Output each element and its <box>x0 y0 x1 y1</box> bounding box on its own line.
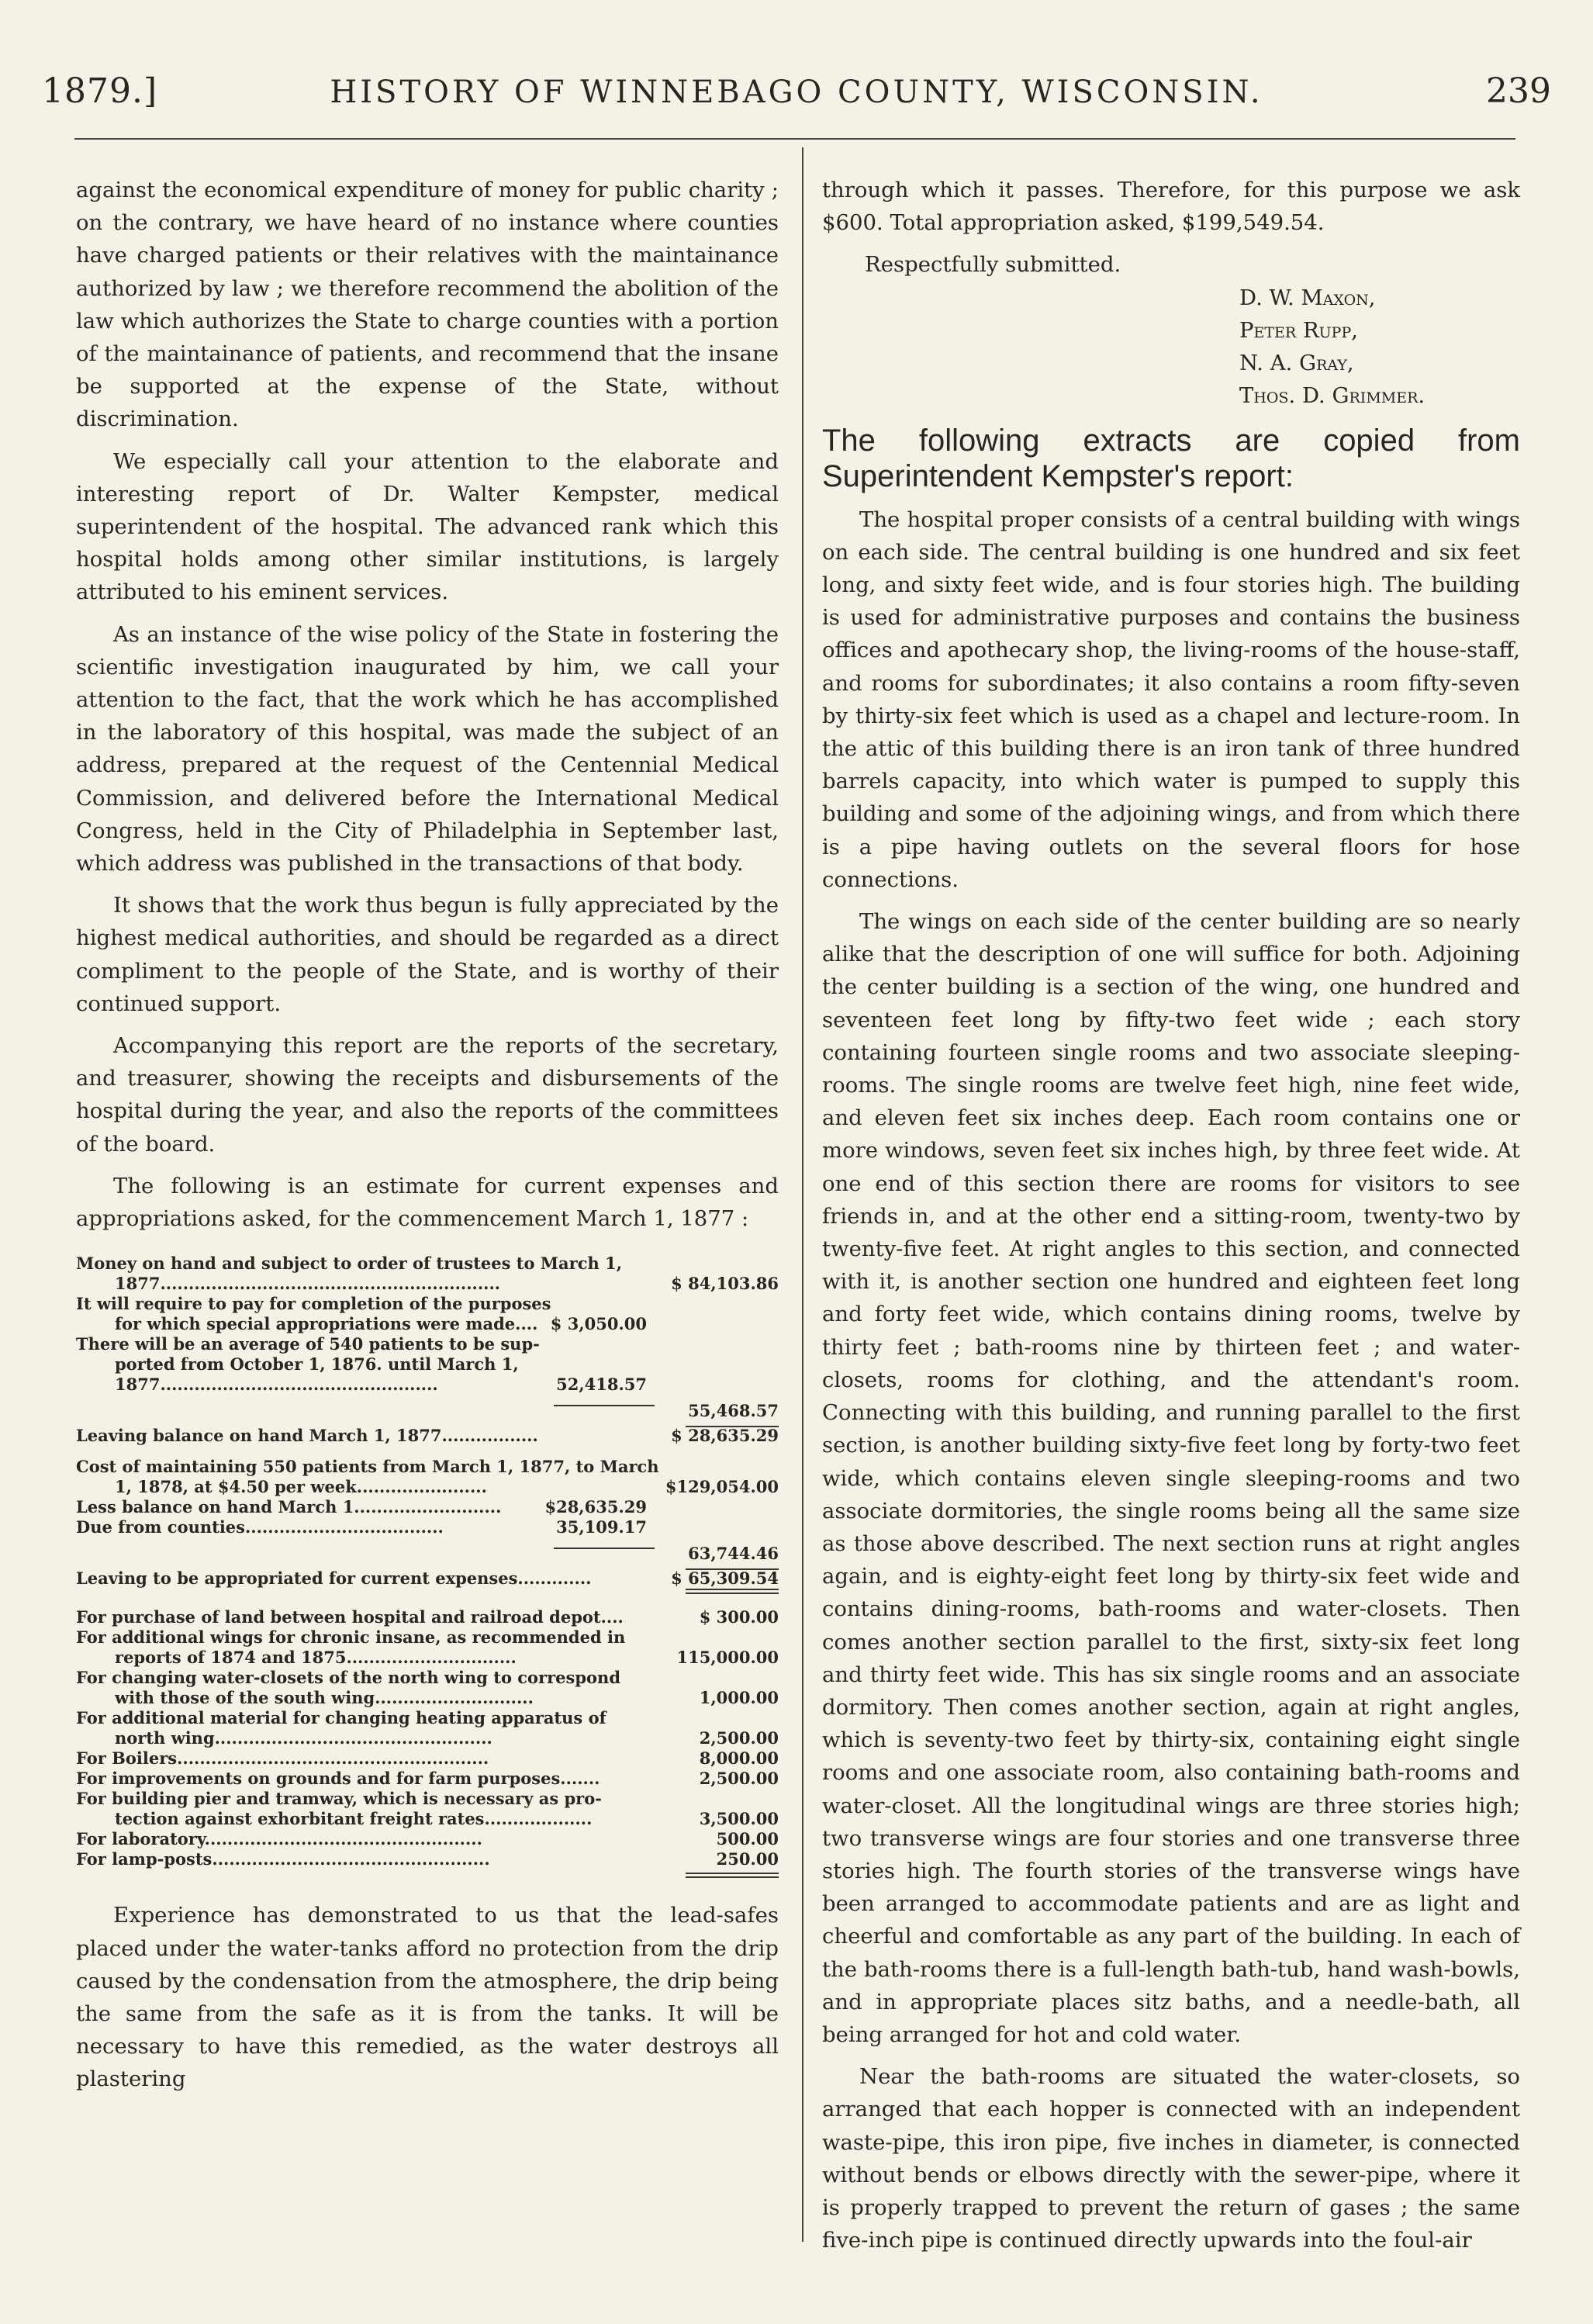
row-value: 2,500.00 <box>699 1728 779 1748</box>
table-row <box>76 1537 779 1564</box>
row-label: For Boilers....................................................... <box>76 1748 489 1769</box>
paragraph: As an instance of the wise policy of the State in fostering the scientific investigation inaugurated by him, we call your attention to the fact, that the work which he has accomplished in the laboratory of this hospital, was made the subject of an address, prepared at the request of the Centennial Medical Commission, and delivered before the International Medical Congress, held in the City of Philadelphia in September last, which address was published in the transactions of that body. <box>76 621 779 877</box>
row-label: Leaving to be appropriated for current expenses............. <box>76 1568 592 1589</box>
signer-name: D. W. Maxon, <box>1239 285 1376 310</box>
paragraph: Accompanying this report are the reports of the secretary, and treasurer, showing the receipts and disbursements of the hospital during the year, and also the reports of the committees of the board. <box>76 1033 779 1157</box>
paragraph: It shows that the work thus begun is fully appreciated by the highest medical authorities, and should be regarded as a direct compliment to the people of the State, and is worthy of their continued support. <box>76 893 779 1016</box>
row-label: For laboratory................................................. <box>76 1829 482 1849</box>
row-value: 3,500.00 <box>699 1809 779 1829</box>
row-label: 1877................................................. <box>115 1375 438 1395</box>
row-label: For improvements on grounds and for farm purposes....... <box>76 1769 600 1789</box>
row-label: Money on hand and subject to order of trustees to March 1, <box>76 1254 623 1274</box>
row-value: 250.00 <box>716 1849 779 1869</box>
table-row <box>76 1568 779 1589</box>
table-row <box>76 1334 779 1354</box>
table-row <box>76 1688 779 1708</box>
table-row <box>76 1294 779 1314</box>
signers <box>822 282 1520 412</box>
row-value: 1,000.00 <box>699 1688 779 1708</box>
right-column <box>822 174 1520 2266</box>
row-value: $ 300.00 <box>699 1607 779 1627</box>
table-row <box>76 1477 779 1497</box>
row-label: It will require to pay for completion of the purposes <box>76 1294 551 1314</box>
left-column <box>76 174 779 2105</box>
table-row <box>76 1728 779 1748</box>
sum-rule <box>554 1405 655 1406</box>
table-row <box>76 1254 779 1274</box>
header-rule <box>74 138 1515 140</box>
paragraph: through which it passes. Therefore, for this purpose we ask $600. Total appropriation asked, $199,549.54. <box>822 178 1520 236</box>
row-value: 35,109.17 <box>556 1517 647 1537</box>
row-label: 1, 1878, at $4.50 per week....................... <box>115 1477 487 1497</box>
header-title: HISTORY OF WINNEBAGO COUNTY, WISCONSIN. <box>330 74 1263 110</box>
table-row <box>76 1395 779 1421</box>
table-row <box>76 1607 779 1627</box>
paragraph: Experience has demonstrated to us that the lead-safes placed under the water-tanks afford no protection from the drip caused by the condensation from the atmosphere, the drip being the same from the safe as it is from the tanks. It will be necessary to have this remedied, as the water destroys all plastering <box>76 1903 779 2092</box>
row-label: For purchase of land between hospital and railroad depot.... <box>76 1607 624 1627</box>
column-divider <box>802 147 803 2242</box>
row-label: There will be an average of 540 patients to be sup- <box>76 1334 540 1354</box>
table-row <box>76 1668 779 1688</box>
row-value: $28,635.29 <box>544 1497 647 1517</box>
signer-name: Thos. D. Grimmer. <box>1239 382 1425 408</box>
row-label: Leaving balance on hand March 1, 1877................. <box>76 1426 538 1446</box>
row-value: $ 65,309.54 <box>671 1568 779 1589</box>
row-label: for which special appropriations were made.... <box>115 1314 538 1334</box>
table-row <box>76 1375 779 1395</box>
paragraph: We especially call your attention to the elaborate and interesting report of Dr. Walter Kempster, medical superintendent of the hospital. The advanced rank which this hospital holds among other similar institutions, is largely attributed to his eminent services. <box>76 448 779 605</box>
table-row <box>76 1274 779 1294</box>
table-row <box>76 1426 779 1446</box>
table-row <box>76 1769 779 1789</box>
row-label: For lamp-posts................................................. <box>76 1849 490 1869</box>
row-label: 1877............................................................ <box>115 1274 501 1294</box>
section-heading: The following extracts are copied from Superintendent Kempster's report: <box>822 423 1520 493</box>
row-total: 55,468.57 <box>688 1401 779 1421</box>
row-value: 2,500.00 <box>699 1769 779 1789</box>
table-row <box>76 1314 779 1334</box>
row-value: 8,000.00 <box>699 1748 779 1769</box>
table-row <box>76 1849 779 1869</box>
row-label: Cost of maintaining 550 patients from March 1, 1877, to March <box>76 1457 659 1477</box>
paragraph: The following is an estimate for current expenses and appropriations asked, for the commencement March 1, 1877 : <box>76 1173 779 1232</box>
page-number: 239 <box>1486 71 1551 111</box>
running-header <box>42 71 1551 116</box>
paragraph: Near the bath-rooms are situated the water-closets, so arranged that each hopper is connected with an independent waste-pipe, this iron pipe, five inches in diameter, is connected without bends or elbows directly with the sewer-pipe, where it is properly trapped to prevent the return of gases ; the same five-inch pipe is continued directly upwards into the foul-air <box>822 2064 1520 2253</box>
paragraph: The hospital proper consists of a central building with wings on each side. The central building is one hundred and six feet long, and sixty feet wide, and is four stories high. The building is used for administrative purposes and contains the business offices and apothecary shop, the living-rooms of the house-staff, and rooms for subordinates; it also contains a room fifty-seven by thirty-six feet which is used as a chapel and lecture-room. In the attic of this building there is an iron tank of three hundred barrels capacity, into which water is pumped to supply this building and some of the adjoining wings, and from which there is a pipe having outlets on the several floors for hose connections. <box>822 507 1520 892</box>
row-label: with those of the south wing............................ <box>115 1688 534 1708</box>
row-value: 500.00 <box>716 1829 779 1849</box>
table-row <box>76 1789 779 1809</box>
table-row <box>76 1354 779 1375</box>
table-row <box>76 1809 779 1829</box>
row-value: $ 84,103.86 <box>671 1274 779 1294</box>
table-row <box>76 1829 779 1849</box>
double-rule <box>76 1873 779 1880</box>
row-label: Due from counties................................... <box>76 1517 444 1537</box>
row-label: north wing................................................. <box>115 1728 492 1748</box>
table-row <box>76 1748 779 1769</box>
row-value: 115,000.00 <box>676 1648 779 1668</box>
sum-rule <box>554 1548 655 1549</box>
signer-name: N. A. Gray, <box>1239 350 1354 375</box>
row-label: For additional wings for chronic insane, as recommended in <box>76 1627 626 1648</box>
row-value: $129,054.00 <box>665 1477 779 1497</box>
paragraph: against the economical expenditure of money for public charity ; on the contrary, we have heard of no instance where counties have charged patients or their relatives with the maintainance authorized by law ; we therefore recommend the abolition of the law which authorizes the State to charge counties with a portion of the maintainance of patients, and recommend that the insane be supported at the expense of the State, without discrimination. <box>76 178 779 432</box>
row-label: Less balance on hand March 1.......................... <box>76 1497 502 1517</box>
table-row <box>76 1648 779 1668</box>
row-label: ported from October 1, 1876. until March 1, <box>115 1354 519 1375</box>
row-value: $ 28,635.29 <box>671 1426 779 1446</box>
header-year: 1879.] <box>42 71 158 111</box>
row-label: tection against exhorbitant freight rates................... <box>115 1809 593 1829</box>
paragraph: The wings on each side of the center building are so nearly alike that the description of one will suffice for both. Adjoining the center building is a section of the wing, one hundred and seventeen feet long by fifty-two feet wide ; each story containing fourteen single rooms and two associate sleeping-rooms. The single rooms are twelve feet high, nine feet wide, and eleven feet six inches deep. Each room contains one or more windows, seven feet six inches high, by three feet wide. At one end of this section there are rooms for visitors to see friends in, and at the other end a sitting-room, twenty-two by twenty-five feet. At right angles to this section, and connected with it, is another section one hundred and eighteen feet long and forty feet wide, which contains dining rooms, twelve by thirty feet ; bath-rooms nine by thirteen feet ; and water-closets, rooms for clothing, and the attendant's room. Connecting with this building, and running parallel to the first section, is another building sixty-five feet long by forty-two feet wide, which contains eleven single sleeping-rooms and two associate dormitories, the single rooms being all the same size as those above described. The next section runs at right angles again, and is eighty-eight feet long by thirty-six feet wide and contains dining-rooms, bath-rooms and water-closets. Then comes another section parallel to the first, sixty-six feet long and thirty feet wide. This has six single rooms and an associate dormitory. Then comes another section, again at right angles, which is seventy-two feet by thirty-six, containing eight single rooms and one associate room, also containing bath-rooms and water-closet. All the longitudinal wings are three stories high; two transverse wings are four stories and one transverse three stories high. The fourth stories of the transverse wings have been arranged to accommodate patients and are as light and cheerful and comfortable as any part of the building. In each of the bath-rooms there is a full-length bath-tub, hand wash-bowls, and in appropriate places sitz baths, and a needle-bath, all being arranged for hot and cold water. <box>822 909 1520 2047</box>
double-rule <box>76 1589 779 1596</box>
row-label: For building pier and tramway, which is necessary as pro- <box>76 1789 602 1809</box>
table-row <box>76 1497 779 1517</box>
row-value: $ 3,050.00 <box>550 1314 647 1334</box>
expense-estimate-table <box>76 1254 779 1880</box>
signoff: Respectfully submitted. <box>865 252 1121 278</box>
row-label: reports of 1874 and 1875.............................. <box>115 1648 517 1668</box>
row-label: For additional material for changing heating apparatus of <box>76 1708 606 1728</box>
table-row <box>76 1517 779 1537</box>
table-row <box>76 1627 779 1648</box>
signer-name: Peter Rupp, <box>1239 317 1358 343</box>
row-value: 52,418.57 <box>556 1375 647 1395</box>
row-label: For changing water-closets of the north wing to correspond <box>76 1668 621 1688</box>
table-row <box>76 1457 779 1477</box>
row-total: 63,744.46 <box>688 1544 779 1564</box>
table-row <box>76 1708 779 1728</box>
